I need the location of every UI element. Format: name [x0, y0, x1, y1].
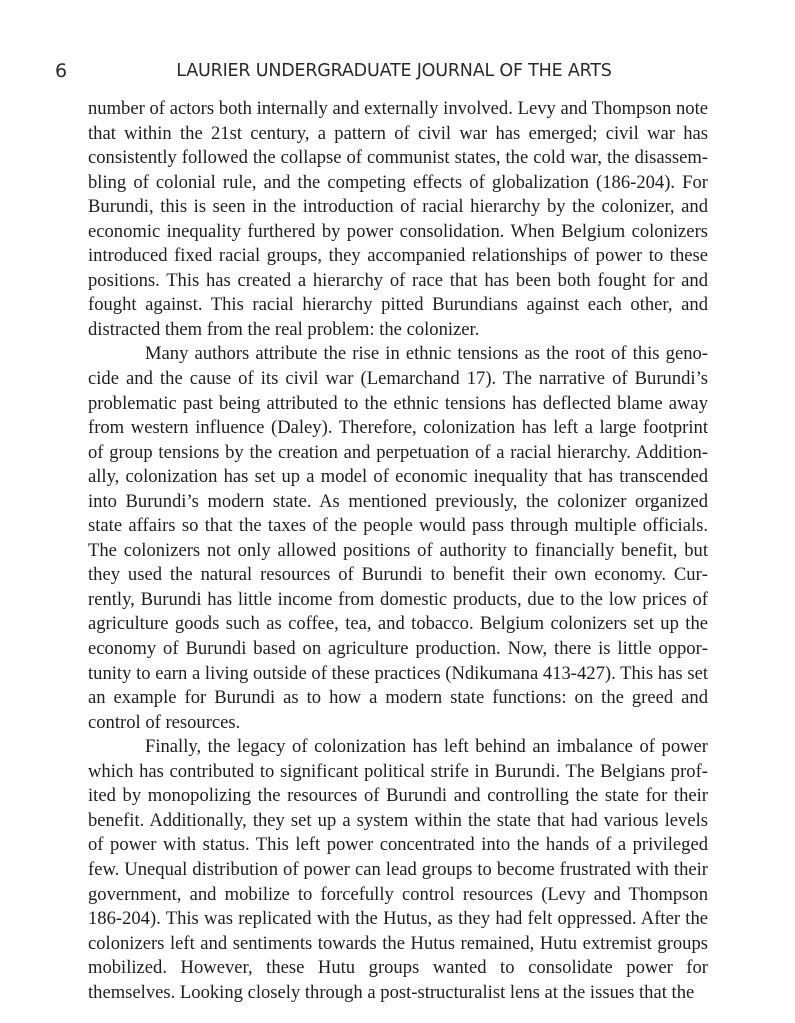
paragraph-2: Many authors attribute the rise in ethnic tensions as the root of this genocide and the cause of its civil war (Lemarchand 17). The narrative of Burundi’s problematic past being attributed to the ethnic tensions has deflected blame away from western influence (Daley). Therefore, colonization has left a large footprint of group tensions by the creation and perpetuation of a racial hierarchy. Additionally, colonization has set up a model of economic inequality that has transcended into Burundi’s modern state. As mentioned previously, the colonizer organized state affairs so that the taxes of the people would pass through multiple officials. The colonizers not only allowed positions of authority to financially benefit, but they used the natural resources of Burundi to benefit their own economy. Currently, Burundi has little income from domestic products, due to the low prices of agriculture goods such as coffee, tea, and tobacco. Belgium colonizers set up the economy of Burundi based on agriculture production. Now, there is little opportunity to earn a living outside of these practices (Ndikumana 413-427). This has set an example for Burundi as to how a modern state functions: on the greed and control of resources. — [88, 343, 708, 733]
paragraph-3: Finally, the legacy of colonization has left behind an imbalance of power which has contributed to significant political strife in Burundi. The Belgians profited by monopolizing the resources of Burundi and controlling the state for their benefit. Additionally, they set up a system within the state that had various levels of power with status. This left power concentrated into the hands of a privileged few. Unequal distribution of power can lead groups to become frustrated with their government, and mobilize to forcefully control resources (Levy and Thompson 186-204). This was replicated with the Hutus, as they had felt oppressed. After the colonizers left and sentiments towards the Hutus remained, Hutu extremist groups mobilized. However, these Hutu groups wanted to consolidate power for themselves. Looking closely through a post-structuralist lens at the issues that the — [88, 736, 708, 1003]
body-text — [88, 97, 708, 1005]
running-header — [0, 58, 795, 88]
journal-title: LAURIER UNDERGRADUATE JOURNAL OF THE ARTS — [176, 61, 612, 81]
page-number: 6 — [55, 60, 68, 82]
paragraph-1: number of actors both internally and externally involved. Levy and Thompson note that within the 21st century, a pattern of civil war has emerged; civil war has consistently followed the collapse of communist states, the cold war, the disassembling of colonial rule, and the competing effects of globalization (186-204). For Burundi, this is seen in the introduction of racial hierarchy by the colonizer, and economic inequality furthered by power consolidation. When Belgium colonizers introduced fixed racial groups, they accompanied relationships of power to these positions. This has created a hierarchy of race that has been both fought for and fought against. This racial hierarchy pitted Burundians against each other, and distracted them from the real problem: the colonizer. — [88, 98, 708, 340]
